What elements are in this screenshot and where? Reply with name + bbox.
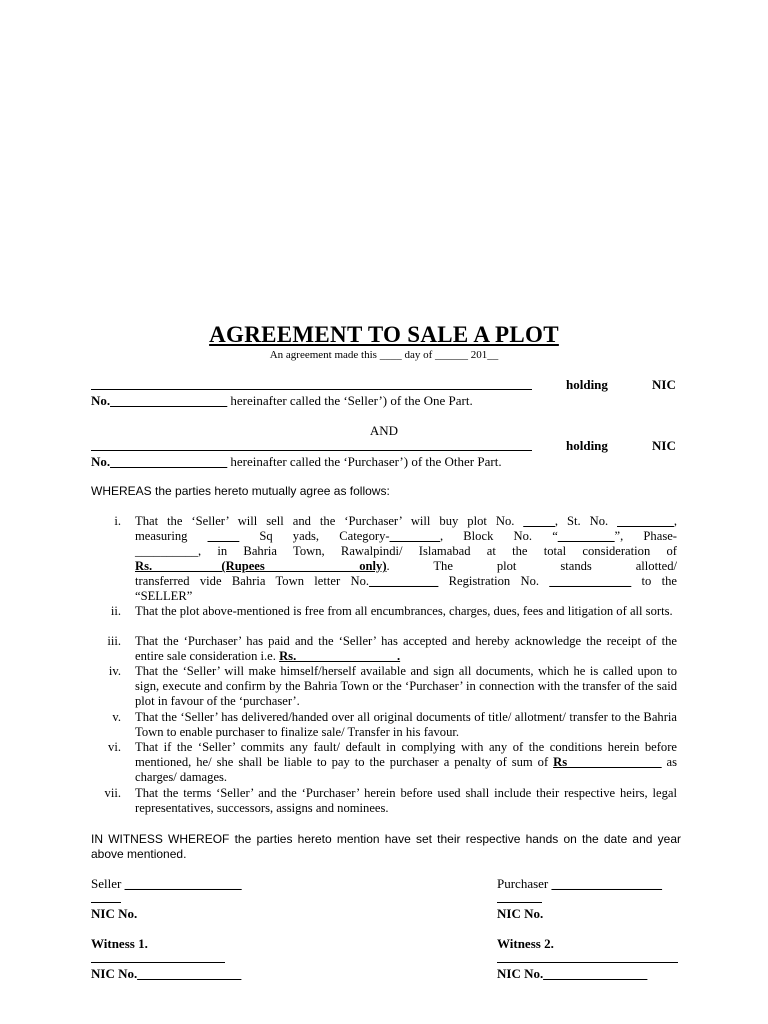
witness-1-underline bbox=[91, 962, 225, 963]
purchaser-name-blank bbox=[91, 450, 532, 451]
clause-text: Sq yads, Category- bbox=[259, 529, 390, 543]
clause-text: . The plot stands allotted/ bbox=[386, 559, 677, 573]
and-separator: AND bbox=[369, 423, 399, 438]
seller-part-text: hereinafter called the ‘Seller’) of the One Part. bbox=[230, 393, 473, 408]
clause-number: vi. bbox=[108, 740, 121, 754]
clause-text: Registration No. bbox=[438, 574, 550, 588]
clause-text: That the plot above-mentioned is free from all encumbrances, charges, dues, fees and litigation of all sorts. bbox=[135, 604, 673, 618]
purchaser-nic-label: NIC bbox=[652, 438, 676, 453]
witness-2-nic-line bbox=[497, 966, 647, 981]
witness-2-label: Witness 2. bbox=[497, 936, 554, 951]
street-no-blank: _________ bbox=[617, 514, 674, 528]
seller-no-label: No. bbox=[91, 393, 111, 408]
purchaser-part-text: hereinafter called the ‘Purchaser’) of the Other Part. bbox=[230, 454, 502, 469]
clause-text: , bbox=[673, 514, 677, 528]
clause-text: That the ‘Seller’ will make himself/herself available and sign all documents, which he is called upon to sign, execute and confirm by the Bahria Town or the ‘Purchaser’ in connection with the transfer of the said plot in favour of the ‘purchaser’. bbox=[135, 664, 677, 709]
witness-1-label: Witness 1. bbox=[91, 936, 148, 951]
page-title: AGREEMENT TO SALE A PLOT bbox=[209, 322, 559, 347]
registration-no-blank: _____________ bbox=[549, 574, 632, 588]
seller-nic-line bbox=[91, 393, 691, 408]
seller-signature-line bbox=[91, 876, 242, 891]
clause-text: That the terms ‘Seller’ and the ‘Purchaser’ herein before used shall include their respective heirs, legal representatives, successors, assigns and nominees. bbox=[135, 786, 677, 816]
rupees-blank: Rs.___________(Rupees_______________only) bbox=[135, 559, 387, 573]
block-no-blank: _________ bbox=[557, 529, 615, 543]
clause-text: That the ‘Seller’ will sell and the ‘Purchaser’ will buy plot No. bbox=[135, 514, 515, 528]
purchaser-no-blank: __________________ bbox=[110, 454, 228, 469]
seller-label: Seller bbox=[91, 876, 122, 891]
purchaser-signature-blank: _________________ bbox=[551, 876, 663, 891]
clause-1 bbox=[91, 514, 681, 606]
seller-signature-blank: __________________ bbox=[124, 876, 242, 891]
witness-2-underline bbox=[497, 962, 678, 963]
clause-number: i. bbox=[114, 514, 121, 528]
seller-name-blank bbox=[91, 389, 532, 390]
penalty-blank: Rs_______________ bbox=[553, 755, 662, 770]
plot-no-blank: _____ bbox=[523, 514, 555, 528]
measure-blank: _____ bbox=[207, 529, 240, 543]
witness-1-nic-blank: ________________ bbox=[137, 966, 242, 981]
clause-text: as charges/ damages. bbox=[135, 755, 678, 785]
purchaser-nic-line bbox=[91, 454, 691, 469]
clause-text: measuring bbox=[135, 529, 188, 543]
consideration-blank: Rs.________________. bbox=[279, 649, 401, 664]
clause-text: , St. No. bbox=[554, 514, 609, 528]
letter-no-blank: ___________ bbox=[369, 574, 439, 588]
whereas-text: WHEREAS the parties hereto mutually agree as follows: bbox=[91, 484, 390, 498]
seller-no-blank: __________________ bbox=[110, 393, 228, 408]
clause-text-wrap bbox=[135, 740, 677, 786]
witness-1-nic-label: NIC No. bbox=[91, 966, 138, 981]
purchaser-nic-label-bottom: NIC No. bbox=[497, 906, 544, 921]
clause-text: ”, Phase- bbox=[614, 529, 678, 543]
seller-signature-underline bbox=[91, 902, 121, 903]
purchaser-signature-line bbox=[497, 876, 662, 891]
clause-1-line-3: __________, in Bahria Town, Rawalpindi/ Islamabad at the total consideration of bbox=[135, 544, 677, 558]
clause-number: vii. bbox=[104, 786, 121, 800]
purchaser-holding-label: holding bbox=[566, 438, 608, 453]
seller-nic-label-bottom: NIC No. bbox=[91, 906, 138, 921]
clause-text: That if the ‘Seller’ commits any fault/ default in complying with any of the conditions herein before mentioned, he/ she shall be liable to pay to the purchaser a penalty of sum of bbox=[135, 740, 677, 770]
category-blank: ________ bbox=[389, 529, 440, 543]
clause-text: That the ‘Seller’ has delivered/handed over all original documents of title/ allotment/ transfer to the Bahria Town to enable purchaser to finalize sale/ Transfer in his favour. bbox=[135, 710, 677, 740]
clause-1-line-1 bbox=[135, 514, 677, 529]
witness-whereof-text: IN WITNESS WHEREOF the parties hereto mention have set their respective hands on the date and year above mentioned. bbox=[91, 832, 681, 861]
purchaser-no-label: No. bbox=[91, 454, 111, 469]
clause-number: iii. bbox=[107, 634, 121, 648]
clause-1-line-6: “SELLER” bbox=[135, 589, 193, 603]
clause-number: v. bbox=[112, 710, 121, 724]
witness-1-nic-line bbox=[91, 966, 241, 981]
seller-holding-label: holding bbox=[566, 377, 608, 392]
witness-2-nic-blank: ________________ bbox=[543, 966, 648, 981]
clause-text-wrap bbox=[135, 634, 677, 664]
clause-text: That the ‘Purchaser’ has paid and the ‘Seller’ has accepted and hereby acknowledge the receipt of the entire sale consideration i.e. bbox=[135, 634, 677, 664]
clause-text: , Block No. “ bbox=[439, 529, 558, 543]
clause-1-line-4 bbox=[135, 559, 677, 574]
clause-number: iv. bbox=[108, 664, 121, 678]
clause-text: to the bbox=[631, 574, 678, 588]
clause-text: transferred vide Bahria Town letter No. bbox=[135, 574, 370, 588]
agreement-date-line: An agreement made this ____ day of ______ 201__ bbox=[269, 349, 499, 361]
clause-number: ii. bbox=[110, 604, 121, 618]
clause-1-line-2 bbox=[135, 529, 677, 544]
witness-2-nic-label: NIC No. bbox=[497, 966, 544, 981]
seller-nic-label: NIC bbox=[652, 377, 676, 392]
purchaser-signature-underline bbox=[497, 902, 542, 903]
purchaser-label: Purchaser bbox=[497, 876, 549, 891]
clause-1-line-5 bbox=[135, 574, 677, 589]
